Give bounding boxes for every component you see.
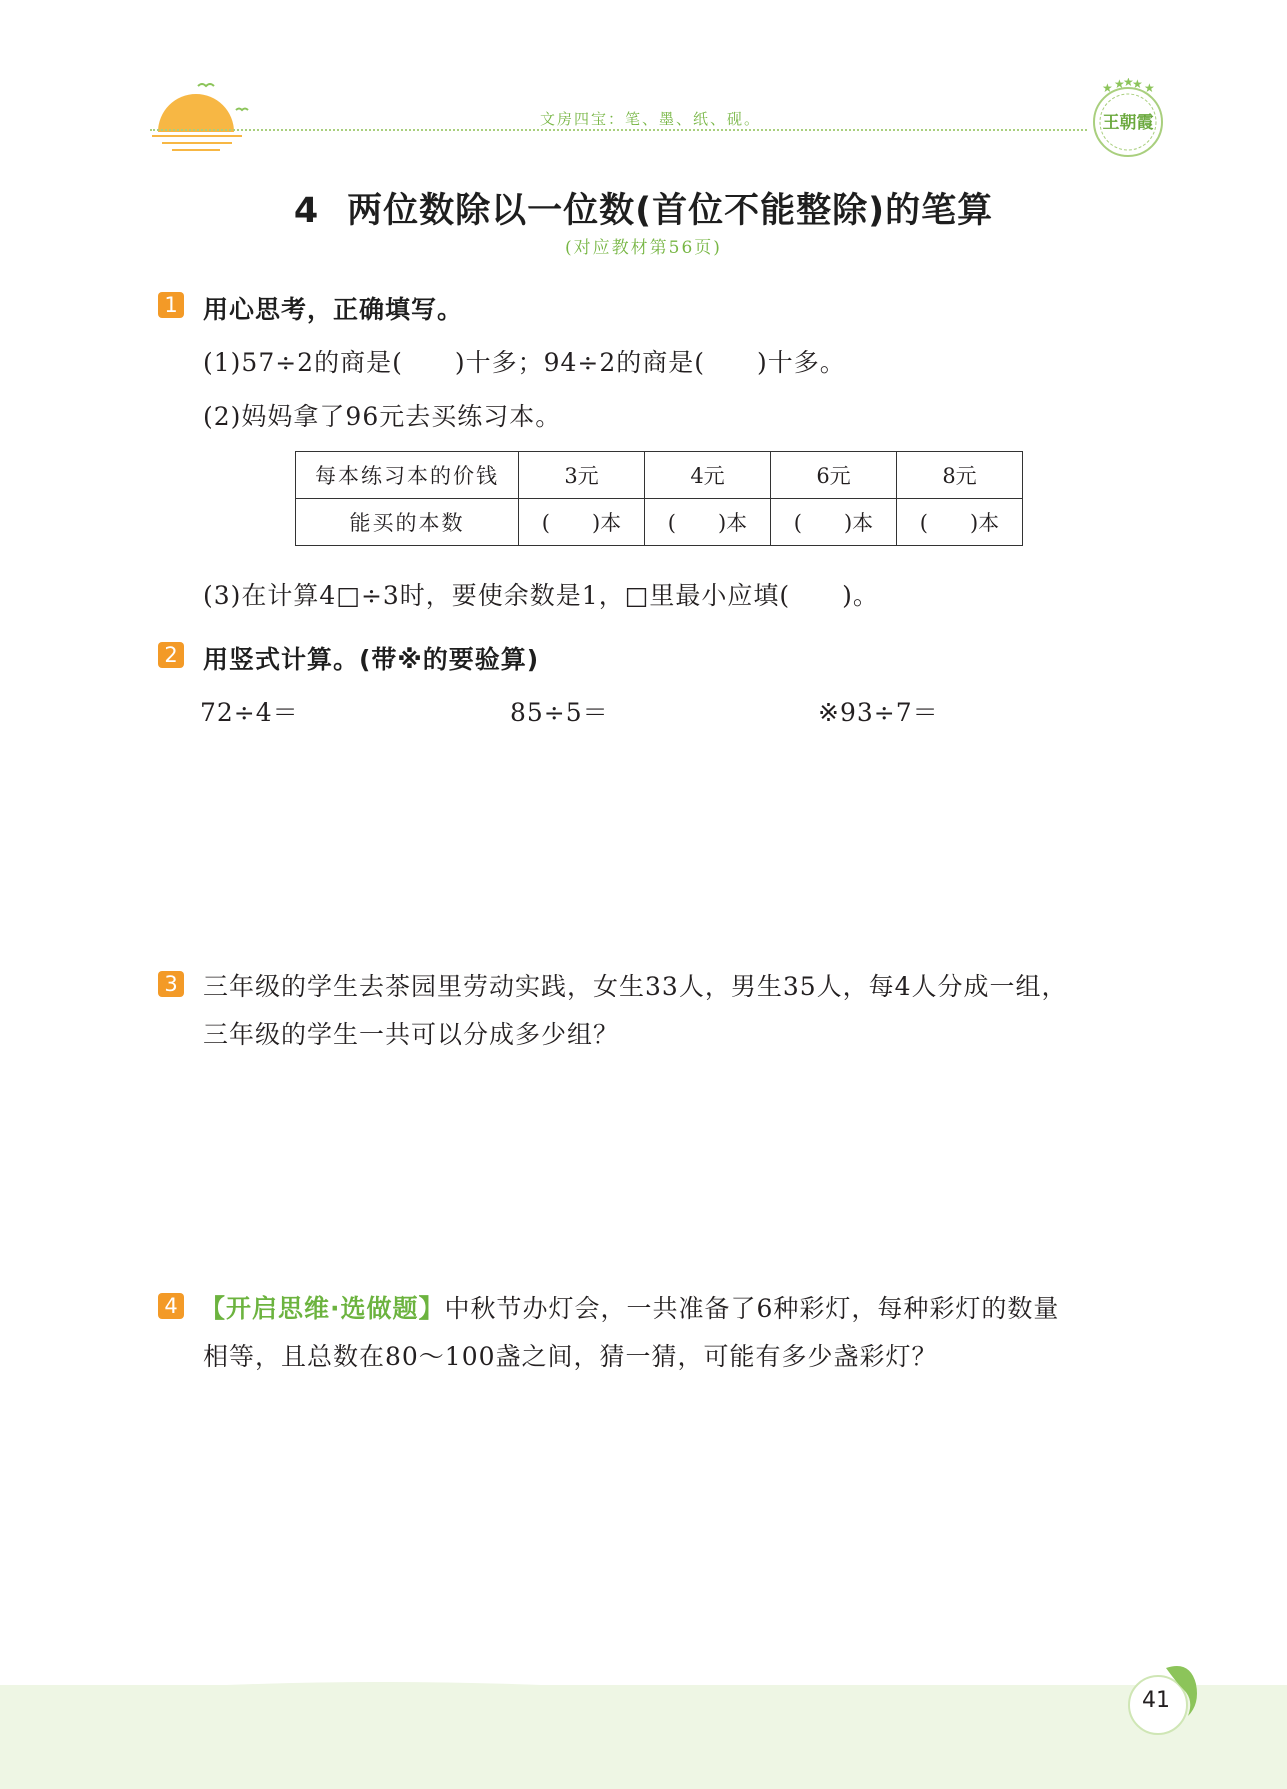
q4-text-line2: 相等，且总数在80～100盏之间，猜一猜，可能有多少盏彩灯？ [203,1342,938,1371]
q2-heading: 用竖式计算。(带※的要验算) [203,645,540,674]
svg-text:★: ★ [1144,81,1155,95]
price-table [295,451,1023,546]
table-header-cell: 每本练习本的价钱 [296,452,519,499]
header-divider [150,129,1087,131]
svg-text:★: ★ [1102,81,1113,95]
price-cell: 3元 [519,452,645,499]
svg-text:王朝霞: 王朝霞 [1102,113,1154,133]
q4-line1-text: 中秋节办灯会，一共准备了6种彩灯，每种彩灯的数量 [444,1294,1060,1323]
header-motto: 文房四宝：笔、墨、纸、砚。 [540,110,762,128]
q3-text-line1: 三年级的学生去茶园里劳动实践，女生33人，男生35人，每4人分成一组， [203,972,1068,1001]
answer-blank[interactable]: ( )本 [897,499,1023,546]
q2-problem: 72÷4＝ [200,698,299,727]
q1-number-badge: 1 [158,292,184,318]
q2-problem: 85÷5＝ [510,698,609,727]
q1-part1: (1)57÷2的商是( )十多；94÷2的商是( )十多。 [203,348,846,377]
answer-blank[interactable]: ( )本 [771,499,897,546]
price-cell: 4元 [645,452,771,499]
svg-text:★: ★ [1123,78,1134,89]
q1-part3: (3)在计算4□÷3时，要使余数是1，□里最小应填( )。 [203,581,879,610]
table-row [296,499,1023,546]
q2-problem: ※93÷7＝ [818,698,939,727]
answer-blank[interactable]: ( )本 [645,499,771,546]
table-row [296,452,1023,499]
price-cell: 6元 [771,452,897,499]
q2-number-badge: 2 [158,642,184,668]
lesson-title: 两位数除以一位数(首位不能整除)的笔算 [347,191,994,231]
svg-text:★: ★ [1132,78,1143,91]
page-title [0,183,1287,233]
answer-blank[interactable]: ( )本 [519,499,645,546]
optional-tag: 【开启思维·选做题】 [200,1294,445,1323]
q4-text-line1 [200,1289,1059,1325]
q1-heading: 用心思考，正确填写。 [203,295,464,324]
page-number: 41 [1142,1688,1170,1713]
sunset-logo-icon [150,70,250,160]
q3-text-line2: 三年级的学生一共可以分成多少组？ [203,1020,620,1049]
q1-part2: (2)妈妈拿了96元去买练习本。 [203,402,562,431]
footer-band [0,1685,1287,1789]
q3-number-badge: 3 [158,971,184,997]
lesson-number: 4 [293,191,320,231]
price-cell: 8元 [897,452,1023,499]
q4-number-badge: 4 [158,1293,184,1319]
textbook-reference: (对应教材第56页) [565,238,722,258]
table-row-label: 能买的本数 [296,499,519,546]
svg-text:★: ★ [1114,78,1125,91]
brand-badge-icon [1088,78,1168,164]
